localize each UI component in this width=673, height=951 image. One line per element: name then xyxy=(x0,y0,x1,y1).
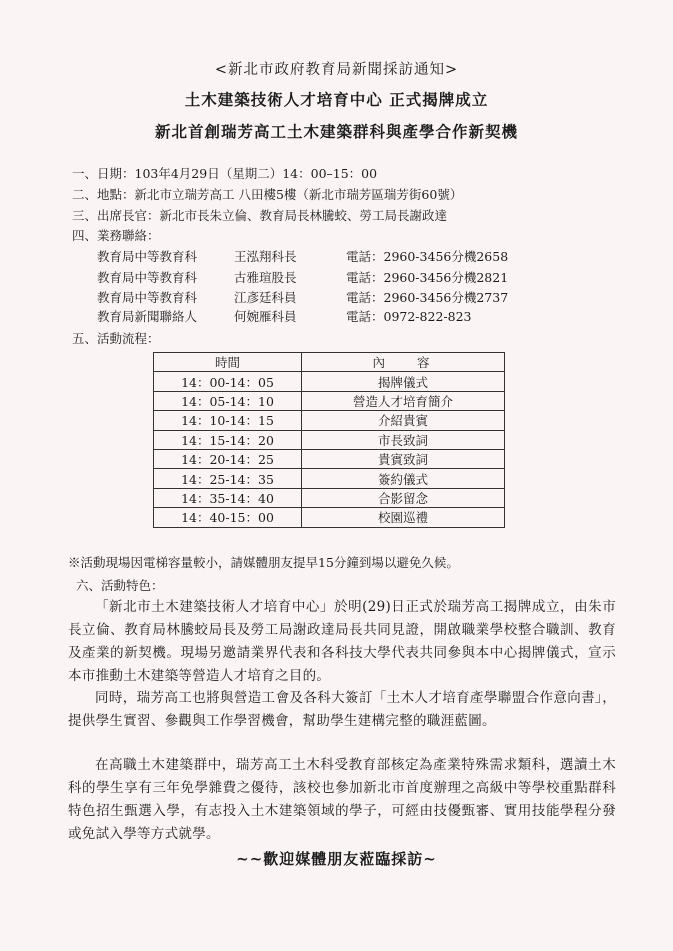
row-time: 14：35-14：40 xyxy=(154,488,302,507)
row-content: 合影留念 xyxy=(302,488,505,507)
row-content: 營造人才培育簡介 xyxy=(302,391,505,410)
contact-phone: 電話：2960-3456分機2737 xyxy=(346,290,509,305)
contact-person: 江彥廷科員 xyxy=(234,290,297,305)
header-content: 內容 xyxy=(302,353,505,372)
features-paragraph-1: 「新北市土木建築技術人才培育中心」於明(29)日正式於瑞芳高工揭牌成立，由朱市長立倫、教育局林騰蛟局長及勞工局謝政達局長共同見證，開啟職業學校整合職訓、教育及產業的新契機。現場另邀請業界代表和各科技大學代表共同參與本中心揭牌儀式，宣示本市推動土木建築等營造人才培育之目的。 xyxy=(68,599,616,684)
contact-unit: 教育局中等教育科 xyxy=(97,290,198,305)
contact-phone: 電話：2960-3456分機2821 xyxy=(346,270,509,285)
features-paragraph-3: 在高職土木建築群中，瑞芳高工土木科受教育部核定為產業特殊需求類科，選讀土木科的學生享有三年免學雜費之優待，該校也參加新北市首度辦理之高級中等學校重點群科特色招生甄選入學，有志投入土木建築領域的學子，可經由技優甄審、實用技能學程分發或免試入學等方式就學。 xyxy=(68,757,616,842)
contact-unit: 教育局新聞聯絡人 xyxy=(97,309,198,324)
notice-header: <新北市政府教育局新聞採訪通知> xyxy=(214,62,459,78)
arrival-note: ※活動現場因電梯容量較小，請媒體朋友提早15分鐘到場以避免久候。 xyxy=(68,555,459,570)
contact-person: 何婉雁科員 xyxy=(234,309,297,324)
row-content: 校園巡禮 xyxy=(302,508,505,527)
table-header-row xyxy=(154,353,505,372)
closing-line: ~~歡迎媒體朋友蒞臨採訪~ xyxy=(236,850,437,868)
contact-person: 王泓翔科長 xyxy=(234,249,297,264)
features-heading: 六、活動特色： xyxy=(76,578,164,593)
row-time: 14：40-15：00 xyxy=(154,508,302,527)
table-row xyxy=(154,372,505,391)
header-time: 時間 xyxy=(154,353,302,372)
features-paragraph-2: 同時，瑞芳高工也將與營造工會及各科大簽訂「土木人才培育產學聯盟合作意向書」，提供學生實習、參觀與工作學習機會，幫助學生建構完整的職涯藍圖。 xyxy=(68,690,616,729)
row-time: 14：15-14：20 xyxy=(154,430,302,449)
contact-phone: 電話：2960-3456分機2658 xyxy=(346,249,509,264)
contact-phone: 電話：0972-822-823 xyxy=(346,309,472,324)
table-row xyxy=(154,449,505,468)
title-line-2: 新北首創瑞芳高工土木建築群科與產學合作新契機 xyxy=(154,122,518,141)
table-row xyxy=(154,508,505,527)
contact-unit: 教育局中等教育科 xyxy=(97,249,198,264)
table-row xyxy=(154,411,505,430)
table-row xyxy=(154,430,505,449)
contact-unit: 教育局中等教育科 xyxy=(97,270,198,285)
item-schedule-heading: 五、活動流程： xyxy=(72,331,160,346)
row-content: 介紹貴賓 xyxy=(302,411,505,430)
row-content: 揭牌儀式 xyxy=(302,372,505,391)
table-row xyxy=(154,488,505,507)
contact-person: 古雅瑄股長 xyxy=(234,270,297,285)
schedule-table xyxy=(153,352,505,528)
item-contact-heading: 四、業務聯絡： xyxy=(72,228,160,243)
row-time: 14：20-14：25 xyxy=(154,449,302,468)
table-row xyxy=(154,469,505,488)
row-time: 14：10-14：15 xyxy=(154,411,302,430)
row-time: 14：05-14：10 xyxy=(154,391,302,410)
row-time: 14：00-14：05 xyxy=(154,372,302,391)
row-content: 貴賓致詞 xyxy=(302,449,505,468)
table-row xyxy=(154,391,505,410)
item-place: 二、地點：新北市立瑞芳高工 八田樓5樓（新北市瑞芳區瑞芳街60號） xyxy=(72,187,463,202)
item-date: 一、日期：103年4月29日（星期二）14：00–15：00 xyxy=(72,166,378,181)
title-line-1: 土木建築技術人才培育中心 正式揭牌成立 xyxy=(184,90,489,109)
row-content: 市長致詞 xyxy=(302,430,505,449)
row-content: 簽約儀式 xyxy=(302,469,505,488)
row-time: 14：25-14：35 xyxy=(154,469,302,488)
item-officials: 三、出席長官：新北市長朱立倫、教育局長林騰蛟、勞工局長謝政達 xyxy=(72,208,448,223)
